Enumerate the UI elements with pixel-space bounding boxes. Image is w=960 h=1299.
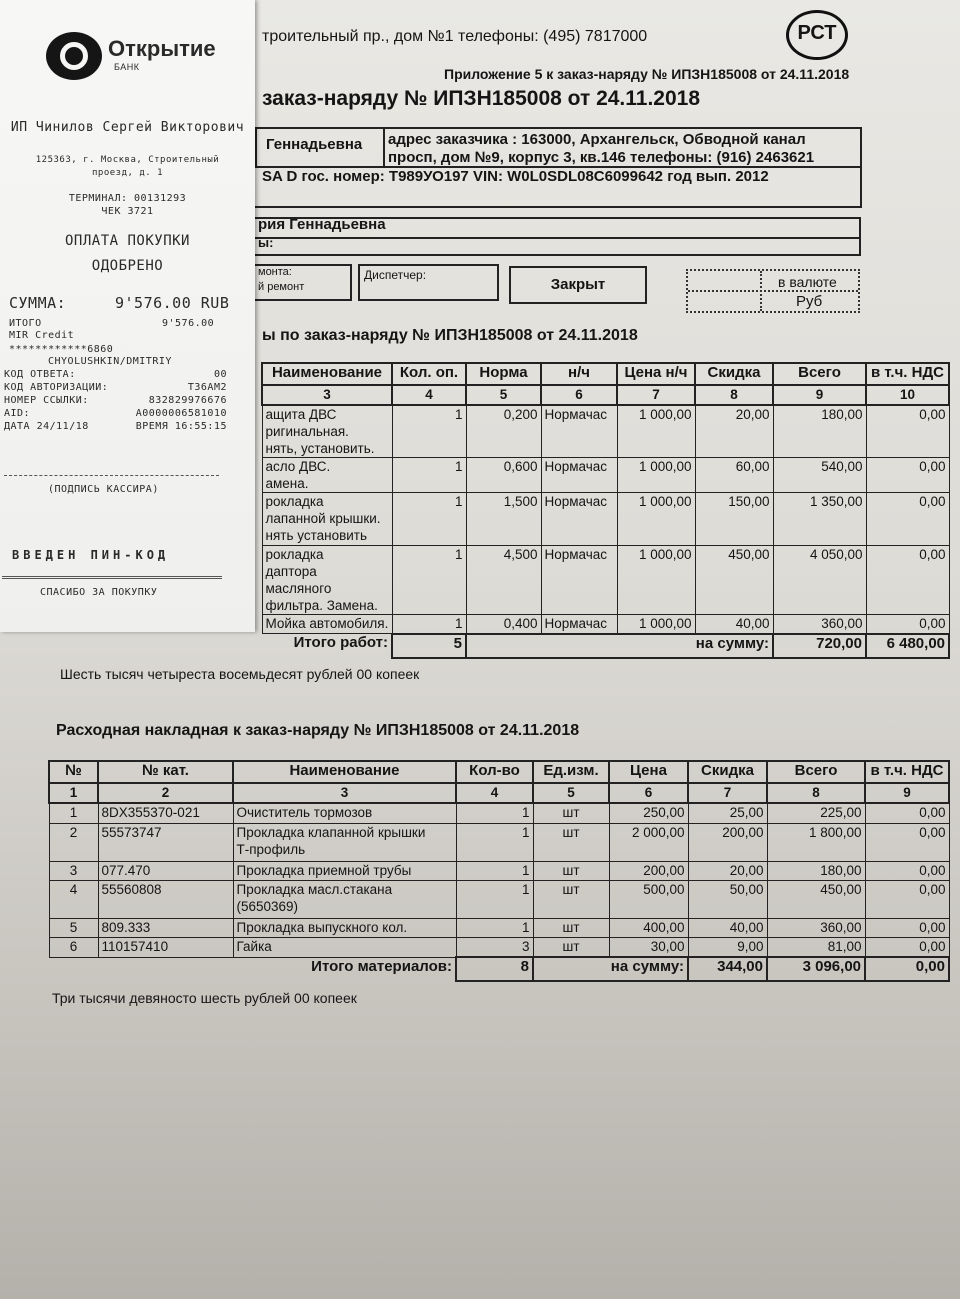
table-cell: 0,00 <box>866 615 949 634</box>
column-number: 5 <box>533 783 609 803</box>
separator <box>2 576 222 579</box>
table-row <box>262 546 949 615</box>
total-row <box>262 634 949 658</box>
contact-label: ы: <box>258 235 274 250</box>
card-number: ************6860 <box>9 344 114 355</box>
customer-name: Геннадьевна <box>266 136 363 153</box>
column-number: 4 <box>456 783 533 803</box>
table-cell: 9,00 <box>688 937 767 957</box>
table-cell: 60,00 <box>695 458 773 493</box>
table-cell: Прокладка приемной трубы <box>233 861 456 880</box>
total-label: ИТОГО <box>9 318 42 329</box>
table-cell: 4 050,00 <box>773 546 866 615</box>
total-discount: 720,00 <box>773 634 866 658</box>
table-cell: 4 <box>49 880 98 918</box>
materials-title: Расходная накладная к заказ-наряду № ИПЗН185008 от 24.11.2018 <box>56 722 580 739</box>
column-header: Цена <box>609 761 688 783</box>
page-title: заказ-наряду № ИПЗН185008 от 24.11.2018 <box>262 87 701 110</box>
table-cell: 40,00 <box>688 918 767 937</box>
works-title: ы по заказ-наряду № ИПЗН185008 от 24.11.2018 <box>262 327 638 344</box>
column-header: н/ч <box>541 363 617 385</box>
table-cell: 450,00 <box>695 546 773 615</box>
receipt-field-value: T36AM2 <box>187 382 227 393</box>
pin-entered: ВВЕДЕН ПИН-КОД <box>12 548 170 562</box>
payment-receipt <box>0 0 255 632</box>
table-row <box>262 405 949 458</box>
column-number: 6 <box>609 783 688 803</box>
thanks: СПАСИБО ЗА ПОКУПКУ <box>40 587 158 598</box>
currency-box <box>686 269 860 313</box>
column-number: 8 <box>767 783 865 803</box>
merchant-address-2: проезд, д. 1 <box>91 168 164 178</box>
table-cell: 0,00 <box>865 918 949 937</box>
currency-value: Руб <box>796 293 823 310</box>
table-cell: 8DX355370-021 <box>98 803 233 823</box>
table-cell: шт <box>533 803 609 823</box>
receipt-field-label: ДАТА 24/11/18 <box>4 421 89 432</box>
table-cell: 50,00 <box>688 880 767 918</box>
table-cell: 360,00 <box>773 615 866 634</box>
receipt-field-value: A0000006581010 <box>135 408 227 419</box>
table-cell: 200,00 <box>688 823 767 861</box>
table-cell: 6 <box>49 937 98 957</box>
table-row <box>262 458 949 493</box>
table-row <box>49 861 949 880</box>
table-cell: 40,00 <box>695 615 773 634</box>
table-cell: 1 <box>456 823 533 861</box>
receipt-field-value: 832829976676 <box>148 395 227 406</box>
table-cell: 20,00 <box>688 861 767 880</box>
table-cell: Очиститель тормозов <box>233 803 456 823</box>
table-cell: 400,00 <box>609 918 688 937</box>
table-cell: 150,00 <box>695 493 773 546</box>
bank-logo-icon <box>46 32 102 80</box>
table-cell: ащита ДВС ригинальная. нять, установить. <box>262 405 392 458</box>
table-cell: 0,00 <box>865 861 949 880</box>
column-header: Скидка <box>688 761 767 783</box>
dispatcher-label: Диспетчер: <box>364 268 427 282</box>
table-cell: шт <box>533 937 609 957</box>
table-cell: Нормачас <box>541 546 617 615</box>
merchant-address-1: 125363, г. Москва, Строительный <box>35 155 220 165</box>
table-cell: 1 000,00 <box>617 615 695 634</box>
table-cell: 1 <box>392 546 466 615</box>
table-cell: 5 <box>49 918 98 937</box>
total-vat: 0,00 <box>865 957 949 981</box>
table-cell: 1 <box>456 918 533 937</box>
table-cell: 0,00 <box>866 546 949 615</box>
table-cell: 3 <box>456 937 533 957</box>
column-number-row <box>49 783 949 803</box>
column-number: 9 <box>773 385 866 405</box>
terminal: ТЕРМИНАЛ: 00131293 <box>68 193 187 204</box>
table-cell: 1 000,00 <box>617 546 695 615</box>
table-cell: Прокладка клапанной крышки Т-профиль <box>233 823 456 861</box>
table-cell: 55573747 <box>98 823 233 861</box>
table-cell: Нормачас <box>541 493 617 546</box>
table-cell: 2 <box>49 823 98 861</box>
table-cell: 540,00 <box>773 458 866 493</box>
table-cell: шт <box>533 861 609 880</box>
sum-label: на сумму: <box>533 957 688 981</box>
table-cell: шт <box>533 880 609 918</box>
column-header: Кол. оп. <box>392 363 466 385</box>
column-number: 7 <box>617 385 695 405</box>
column-header: Норма <box>466 363 541 385</box>
table-cell: 110157410 <box>98 937 233 957</box>
receipt-field-label: КОД ОТВЕТА: <box>4 369 76 380</box>
total-discount: 344,00 <box>688 957 767 981</box>
header-row <box>262 363 949 385</box>
table-cell: Нормачас <box>541 405 617 458</box>
total-label: Итого работ: <box>293 634 388 651</box>
table-cell: 0,400 <box>466 615 541 634</box>
column-number: 5 <box>466 385 541 405</box>
customer-address-1: адрес заказчика : 163000, Архангельск, Обводной канал <box>388 131 806 148</box>
receipt-field-label: НОМЕР ССЫЛКИ: <box>4 395 89 406</box>
table-cell: 1 <box>392 458 466 493</box>
table-cell: 1,500 <box>466 493 541 546</box>
table-cell: асло ДВС. амена. <box>262 458 392 493</box>
table-cell: 0,00 <box>865 823 949 861</box>
column-number: 4 <box>392 385 466 405</box>
table-cell: 1 800,00 <box>767 823 865 861</box>
check-number: ЧЕК 3721 <box>101 206 154 217</box>
vehicle-info: SA D гос. номер: Т989УО197 VIN: W0L0SDL08C6099642 год вып. 2012 <box>262 168 769 185</box>
table-cell: шт <box>533 918 609 937</box>
signature-line <box>4 475 219 476</box>
works-total-in-words: Шесть тысяч четыреста восемьдесят рублей 00 копеек <box>60 666 420 682</box>
column-header: Наименование <box>262 363 392 385</box>
sum-value: 9'576.00 RUB <box>115 294 230 312</box>
table-cell: 25,00 <box>688 803 767 823</box>
column-number: 9 <box>865 783 949 803</box>
table-cell: 200,00 <box>609 861 688 880</box>
repair-type-value: й ремонт <box>258 281 305 293</box>
total-value: 9'576.00 <box>162 318 215 329</box>
table-cell: 0,200 <box>466 405 541 458</box>
table-cell: 077.470 <box>98 861 233 880</box>
table-cell: 250,00 <box>609 803 688 823</box>
company-address: троительный пр., дом №1 телефоны: (495) 7817000 <box>262 28 648 45</box>
column-header: Скидка <box>695 363 773 385</box>
cardholder: CHYOLUSHKIN/DMITRIY <box>48 356 172 367</box>
table-cell: 30,00 <box>609 937 688 957</box>
table-cell: 1 <box>456 880 533 918</box>
table-cell: 0,600 <box>466 458 541 493</box>
table-cell: 1 <box>392 405 466 458</box>
column-header: Наименование <box>233 761 456 783</box>
table-cell: 81,00 <box>767 937 865 957</box>
table-cell: 1 <box>392 493 466 546</box>
card-type: MIR Credit <box>9 330 75 341</box>
table-row <box>262 615 949 634</box>
table-cell: Нормачас <box>541 458 617 493</box>
table-row <box>49 880 949 918</box>
operation: ОПЛАТА ПОКУПКИ <box>64 233 190 249</box>
table-cell: 1 <box>456 861 533 880</box>
total-count: 8 <box>456 957 533 981</box>
bank-sub: БАНК <box>114 62 140 72</box>
table-cell: 55560808 <box>98 880 233 918</box>
table-cell: 4,500 <box>466 546 541 615</box>
column-header: в т.ч. НДС <box>865 761 949 783</box>
table-cell: 1 000,00 <box>617 493 695 546</box>
bank-name: Открытие <box>108 36 216 61</box>
receipt-field-value: 00 <box>213 369 227 380</box>
table-cell: рокладка лапанной крышки. нять установить <box>262 493 392 546</box>
column-number: 7 <box>688 783 767 803</box>
total-count: 5 <box>392 634 466 658</box>
column-header: Кол-во <box>456 761 533 783</box>
rst-logo-text: РСТ <box>797 22 837 44</box>
table-cell: 360,00 <box>767 918 865 937</box>
receipt-field-value: ВРЕМЯ 16:55:15 <box>135 421 227 432</box>
repair-type-label: монта: <box>258 266 292 278</box>
table-cell: 450,00 <box>767 880 865 918</box>
column-number: 6 <box>541 385 617 405</box>
contact-box-2 <box>255 237 861 256</box>
table-cell: 500,00 <box>609 880 688 918</box>
column-number: 1 <box>49 783 98 803</box>
column-number: 2 <box>98 783 233 803</box>
total-label: Итого материалов: <box>311 957 452 975</box>
table-row <box>49 823 949 861</box>
table-cell: 1 <box>49 803 98 823</box>
column-number: 3 <box>262 385 392 405</box>
column-header: Цена н/ч <box>617 363 695 385</box>
works-table <box>261 362 950 659</box>
total-sum: 3 096,00 <box>767 957 865 981</box>
table-row <box>49 803 949 823</box>
currency-label: в валюте <box>778 274 837 290</box>
column-header: № кат. <box>98 761 233 783</box>
table-cell: 1 000,00 <box>617 458 695 493</box>
column-header: Всего <box>773 363 866 385</box>
table-cell: 0,00 <box>865 937 949 957</box>
table-cell: Прокладка масл.стакана (5650369) <box>233 880 456 918</box>
total-row <box>49 957 949 981</box>
table-cell: 809.333 <box>98 918 233 937</box>
table-cell: 0,00 <box>865 803 949 823</box>
table-row <box>49 937 949 957</box>
column-header: № <box>49 761 98 783</box>
table-cell: 0,00 <box>866 493 949 546</box>
contact-name: рия Геннадьевна <box>258 216 386 233</box>
receipt-field-label: AID: <box>4 408 31 419</box>
materials-table <box>48 760 950 982</box>
sum-label: на сумму: <box>466 634 773 658</box>
sum-label: СУММА: <box>9 294 67 312</box>
table-cell: 0,00 <box>866 458 949 493</box>
merchant-name: ИП Чинилов Сергей Викторович <box>10 120 245 135</box>
table-row <box>262 493 949 546</box>
column-header: Всего <box>767 761 865 783</box>
table-cell: Прокладка выпускного кол. <box>233 918 456 937</box>
table-cell: 180,00 <box>767 861 865 880</box>
materials-total-in-words: Три тысячи девяносто шесть рублей 00 копеек <box>52 990 357 1006</box>
table-cell: 180,00 <box>773 405 866 458</box>
table-cell: Нормачас <box>541 615 617 634</box>
table-cell: Мойка автомобиля. <box>262 615 392 634</box>
table-cell: 0,00 <box>866 405 949 458</box>
rst-certification-logo <box>786 10 848 60</box>
receipt-field-label: КОД АВТОРИЗАЦИИ: <box>4 382 109 393</box>
table-cell: 225,00 <box>767 803 865 823</box>
table-cell: шт <box>533 823 609 861</box>
table-cell: 3 <box>49 861 98 880</box>
table-cell: 1 <box>392 615 466 634</box>
table-cell: 2 000,00 <box>609 823 688 861</box>
customer-address-2: просп, дом №9, корпус 3, кв.146 телефоны: (916) 2463621 <box>388 149 815 166</box>
appendix-label: Приложение 5 к заказ-наряду № ИПЗН185008 от 24.11.2018 <box>444 66 850 82</box>
approval-status: ОДОБРЕНО <box>91 258 164 274</box>
total-sum: 6 480,00 <box>866 634 949 658</box>
table-cell: 1 000,00 <box>617 405 695 458</box>
table-cell: Гайка <box>233 937 456 957</box>
column-number: 8 <box>695 385 773 405</box>
cashier-signature-label: (ПОДПИСЬ КАССИРА) <box>48 484 159 495</box>
order-status: Закрыт <box>509 266 647 304</box>
table-cell: 1 <box>456 803 533 823</box>
table-cell: 20,00 <box>695 405 773 458</box>
header-row <box>49 761 949 783</box>
table-cell: 0,00 <box>865 880 949 918</box>
column-number: 10 <box>866 385 949 405</box>
table-cell: 1 350,00 <box>773 493 866 546</box>
column-header: Ед.изм. <box>533 761 609 783</box>
column-header: в т.ч. НДС <box>866 363 949 385</box>
table-cell: рокладка даптора масляного фильтра. Замена. <box>262 546 392 615</box>
table-row <box>49 918 949 937</box>
column-number-row <box>262 385 949 405</box>
column-number: 3 <box>233 783 456 803</box>
